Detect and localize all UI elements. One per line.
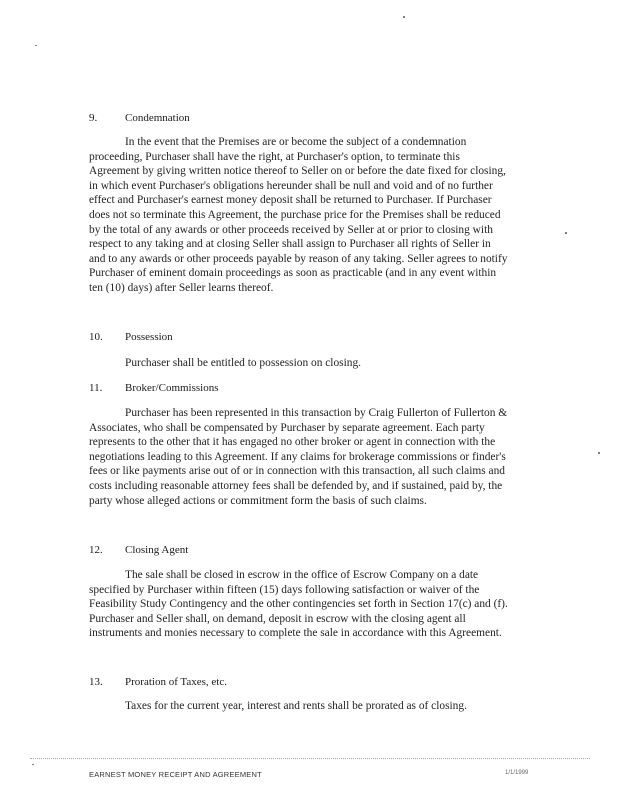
section-number: 9. — [89, 112, 98, 124]
section-10-heading — [89, 331, 173, 344]
scan-speck — [35, 45, 37, 46]
section-13-body: Taxes for the current year, interest and rents shall be prorated as of closing. — [125, 700, 467, 712]
section-13-heading — [89, 676, 227, 689]
section-number: 12. — [89, 544, 103, 556]
section-number: 10. — [89, 331, 103, 343]
scan-speck — [403, 16, 405, 18]
footer-page-code: 1/1/1999 — [505, 770, 529, 776]
section-title: Proration of Taxes, etc. — [125, 676, 227, 688]
section-10-body: Purchaser shall be entitled to possession on closing. — [125, 357, 362, 369]
scan-speck — [598, 452, 600, 454]
section-number: 11. — [89, 382, 103, 394]
scan-speck — [32, 764, 34, 765]
section-title: Condemnation — [125, 112, 190, 124]
scan-speck — [565, 232, 567, 234]
section-12-body: The sale shall be closed in escrow in the office of Escrow Company on a date specified by Purchaser within fifteen (15) days following satisfaction or waiver of the Feasibility Study Contingency and the other contingencies set forth in Section 17(c) and (f). Purchaser and Seller shall, on demand, deposit in escrow with the closing agent all instruments and monies necessary to complete the sale in accordance with this Agreement. — [89, 569, 508, 640]
section-9-body: In the event that the Premises are or become the subject of a condemnation proceeding, Purchaser shall have the right, at Purchaser's option, to terminate this Agreement by giving written notice thereof to Seller on or before the date fixed for closing, in which event Purchaser's obligations hereunder shall be null and void and of no further effect and Purchaser's earnest money deposit shall be returned to Purchaser. If Purchaser does not so terminate this Agreement, the purchase price for the Premises shall be reduced by the total of any awards or other proceeds received by Seller at or prior to closing with respect to any taking and at closing Seller shall assign to Purchaser all rights of Seller in and to any awards or other proceeds payable by reason of any taking. Seller agrees to notify Purchaser of eminent domain proceedings as soon as practicable (and in any event within ten (10) days) after Seller learns thereof. — [89, 136, 508, 294]
footer-document-title: EARNEST MONEY RECEIPT AND AGREEMENT — [89, 770, 262, 779]
section-11-heading — [89, 382, 219, 395]
section-title: Broker/Commissions — [125, 382, 219, 394]
section-9-heading — [89, 112, 190, 125]
section-title: Possession — [125, 331, 173, 343]
section-11-body: Purchaser has been represented in this transaction by Craig Fullerton of Fullerton & Associates, who shall be compensated by Purchaser by separate agreement. Each party represents to the other that it has engaged no other broker or agent in connection with the negotiations leading to this Agreement. If any claims for brokerage commissions or finder's fees or like payments arise out of or in connection with this transaction, all such claims and costs including reasonable attorney fees shall be defended by, and if sustained, paid by, the party whose alleged actions or commitment form the basis of such claims. — [89, 407, 508, 507]
section-12-heading — [89, 544, 188, 557]
section-title: Closing Agent — [125, 544, 189, 556]
section-number: 13. — [89, 676, 103, 688]
scan-artifact-line — [30, 758, 590, 760]
